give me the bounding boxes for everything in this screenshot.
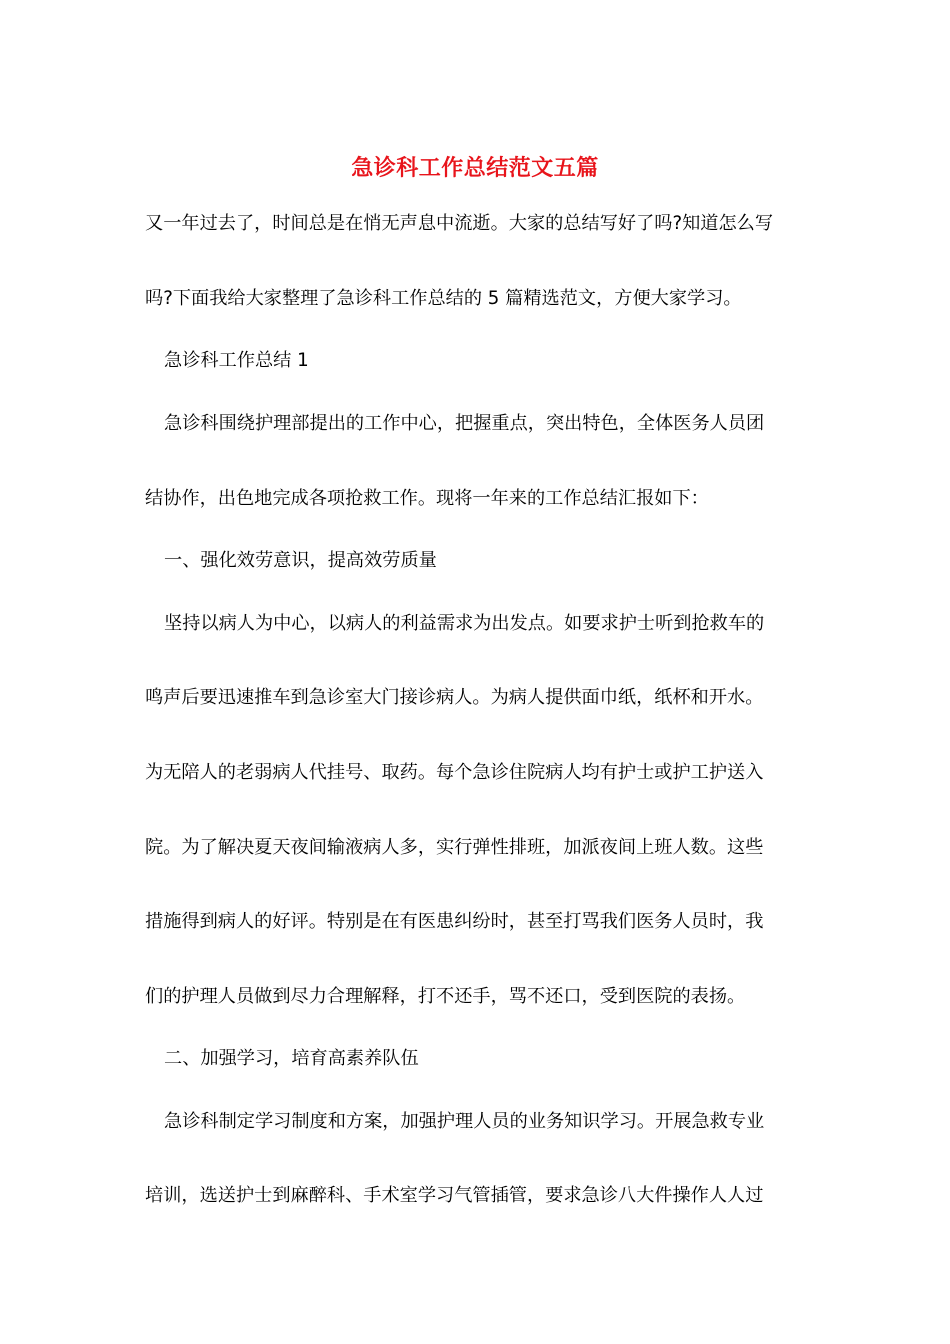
section-heading-two: 二、加强学习，培育高素养队伍: [164, 1048, 419, 1069]
document-title: 急诊科工作总结范文五篇: [351, 156, 599, 181]
paragraph-line-9: 措施得到病人的好评。特别是在有医患纠纷时，甚至打骂我们医务人员时，我: [145, 911, 764, 932]
paragraph-line-3: 急诊科围绕护理部提出的工作中心，把握重点，突出特色，全体医务人员团: [164, 413, 765, 434]
paragraph-line-12: 培训，选送护士到麻醉科、手术室学习气管插管，要求急诊八大件操作人人过: [145, 1185, 764, 1206]
section-heading-one: 一、强化效劳意识，提高效劳质量: [164, 550, 437, 571]
paragraph-line-1: 又一年过去了，时间总是在悄无声息中流逝。大家的总结写好了吗?知道怎么写: [145, 213, 774, 234]
paragraph-line-2: 吗?下面我给大家整理了急诊科工作总结的 5 篇精选范文，方便大家学习。: [145, 288, 742, 309]
paragraph-line-7: 为无陪人的老弱病人代挂号、取药。每个急诊住院病人均有护士或护工护送入: [145, 762, 764, 783]
paragraph-line-4: 结协作，出色地完成各项抢救工作。现将一年来的工作总结汇报如下：: [145, 488, 709, 509]
paragraph-line-10: 们的护理人员做到尽力合理解释，打不还手，骂不还口，受到医院的表扬。: [145, 986, 746, 1007]
paragraph-line-5: 坚持以病人为中心，以病人的利益需求为出发点。如要求护士听到抢救车的: [164, 613, 765, 634]
section-heading-summary-1: 急诊科工作总结 1: [164, 350, 309, 371]
paragraph-line-6: 鸣声后要迅速推车到急诊室大门接诊病人。为病人提供面巾纸，纸杯和开水。: [145, 687, 764, 708]
paragraph-line-8: 院。为了解决夏天夜间输液病人多，实行弹性排班，加派夜间上班人数。这些: [145, 837, 764, 858]
paragraph-line-11: 急诊科制定学习制度和方案，加强护理人员的业务知识学习。开展急救专业: [164, 1111, 765, 1132]
